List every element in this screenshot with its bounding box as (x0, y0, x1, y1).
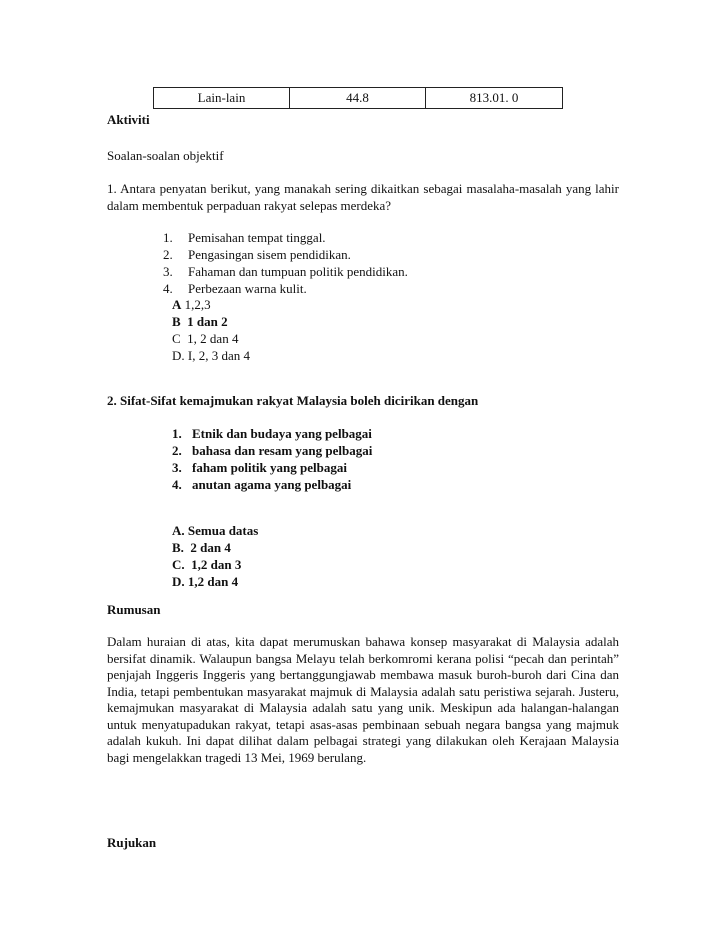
list-item: 3. Fahaman dan tumpuan politik pendidikan. (163, 264, 408, 279)
option-b: B 1 dan 2 (172, 314, 228, 329)
table-cell-label: Lain-lain (154, 88, 290, 109)
rumusan-heading: Rumusan (107, 602, 161, 617)
data-table (153, 87, 563, 109)
option-d: D. 1,2 dan 4 (172, 574, 239, 589)
list-item: 1. Pemisahan tempat tinggal. (163, 230, 326, 245)
list-item: 2. bahasa dan resam yang pelbagai (172, 443, 373, 458)
list-item: 3. faham politik yang pelbagai (172, 460, 347, 475)
rujukan-heading: Rujukan (107, 835, 157, 850)
option-c: C 1, 2 dan 4 (172, 331, 239, 346)
question-1-items (163, 229, 408, 297)
question-2-text: 2. Sifat-Sifat kemajmukan rakyat Malaysia boleh dicirikan dengan (107, 393, 479, 408)
question-1-options (172, 296, 250, 364)
option-a: A. Semua datas (172, 523, 259, 538)
table-cell-value1: 44.8 (290, 88, 426, 109)
option-a: A 1,2,3 (172, 297, 211, 312)
rumusan-paragraph: Dalam huraian di atas, kita dapat merumuskan bahawa konsep masyarakat di Malaysia adalah bersifat dinamik. Walaupun bangsa Melayu telah berkomromi kerana polisi “pecah dan perintah” penjajah Inggeris Inggeris yang bertanggungjawab membawa masuk buroh-buroh dari Cina dan India, tetapi pembentukan masyarakat majmuk di Malaysia adalah satu peristiwa sejarah. Justeru, kemajmukan masyarakat di Malaysia adalah satu yang unik. Meskipun ada halangan-halangan untuk menyatupadukan rakyat, tetapi asas-asas pembinaan sebuah negara bangsa yang majmuk adalah kukuh. Ini dapat dilihat dalam pelbagai strategi yang dilakukan oleh Kerajaan Malaysia bagi mengelakkan tragedi 13 Mei, 1969 berulang. (107, 634, 619, 765)
soalan-label: Soalan-soalan objektif (107, 148, 224, 163)
question-1-text: 1. Antara penyatan berikut, yang manakah sering dikaitkan sebagai masalaha-masalah yang lahir dalam membentuk perpaduan rakyat selepas merdeka? (107, 181, 619, 213)
list-item: 4. anutan agama yang pelbagai (172, 477, 352, 492)
question-2-items (172, 425, 372, 493)
table-row (154, 88, 563, 109)
question-2-options (172, 522, 258, 590)
option-b: B. 2 dan 4 (172, 540, 231, 555)
list-item: 1. Etnik dan budaya yang pelbagai (172, 426, 372, 441)
table-cell-value2: 813.01. 0 (426, 88, 563, 109)
aktiviti-heading: Aktiviti (107, 112, 150, 127)
list-item: 4. Perbezaan warna kulit. (163, 281, 307, 296)
option-d: D. I, 2, 3 dan 4 (172, 348, 250, 363)
option-c: C. 1,2 dan 3 (172, 557, 242, 572)
list-item: 2. Pengasingan sisem pendidikan. (163, 247, 351, 262)
